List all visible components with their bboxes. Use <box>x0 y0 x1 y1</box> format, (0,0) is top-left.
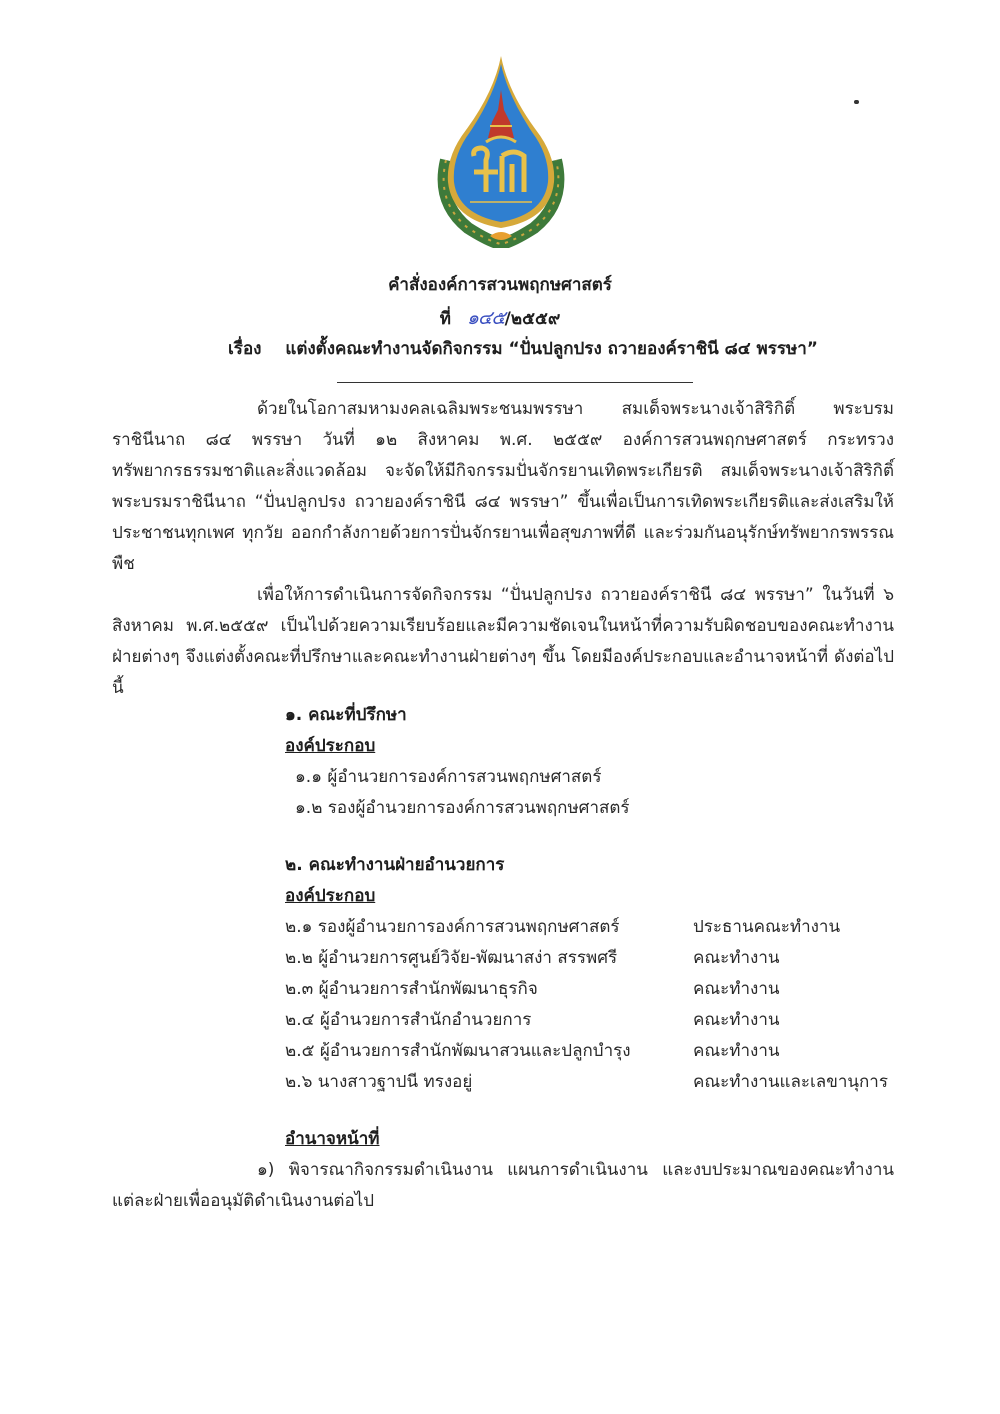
section-1-composition-label: องค์ประกอบ <box>285 736 376 756</box>
emblem-icon <box>428 52 574 248</box>
section-2-member-name: ๒.๒ ผู้อำนวยการศูนย์วิจัย-พัฒนาสง่า สรรพศรี <box>285 948 618 968</box>
section-2-member-name: ๒.๔ ผู้อำนวยการสำนักอำนวยการ <box>285 1010 532 1030</box>
section-1-heading: ๑. คณะที่ปรึกษา <box>285 705 407 725</box>
header-divider <box>337 382 693 383</box>
body-paragraph-1: ด้วยในโอกาสมหามงคลเฉลิมพระชนมพรรษา สมเด็จพระนางเจ้าสิริกิติ์ พระบรมราชินีนาถ ๘๔ พรรษา วันที่ ๑๒ สิงหาคม พ.ศ. ๒๕๕๙ องค์การสวนพฤกษศาสตร์ กระทรวงทรัพยากรธรรมชาติและสิ่งแวดล้อม จะจัดให้มีกิจกรรมปั่นจักรยานเทิดพระเกียรติ สมเด็จพระนางเจ้าสิริกิติ์ พระบรมราชินีนาถ “ปั่นปลูกปรง ถวายองค์ราชินี ๘๔ พรรษา” ขึ้นเพื่อเป็นการเทิดพระเกียรติและส่งเสริมให้ประชาชนทุกเพศ ทุกวัย ออกกำลังกายด้วยการปั่นจักรยานเพื่อสุขภาพที่ดี และร่วมกันอนุรักษ์ทรัพยากรพรรณพืช <box>112 399 894 574</box>
body-paragraph-2: เพื่อให้การดำเนินการจัดกิจกรรม “ปั่นปลูกปรง ถวายองค์ราชินี ๘๔ พรรษา” ในวันที่ ๖ สิงหาคม พ.ศ.๒๕๕๙ เป็นไปด้วยความเรียบร้อยและมีความชัดเจนในหน้าที่ความรับผิดชอบของคณะทำงานฝ่ายต่างๆ จึงแต่งตั้งคณะที่ปรึกษาและคณะทำงานฝ่ายต่างๆ ขึ้น โดยมีองค์ประกอบและอำนาจหน้าที่ ดังต่อไปนี้ <box>112 585 894 698</box>
subject-label: เรื่อง <box>228 339 262 359</box>
section-2-member-role: คณะทำงาน <box>693 948 780 968</box>
section-1-member: ๑.๒ รองผู้อำนวยการองค์การสวนพฤกษศาสตร์ <box>295 798 630 818</box>
subject-text: แต่งตั้งคณะทำงานจัดกิจกรรม “ปั่นปลูกปรง ถวายองค์ราชินี ๘๔ พรรษา” <box>285 339 818 359</box>
section-2-duties-label: อำนาจหน้าที่ <box>285 1129 380 1149</box>
order-number-prefix: ที่ <box>439 309 451 329</box>
section-1-member: ๑.๑ ผู้อำนวยการองค์การสวนพฤกษศาสตร์ <box>295 767 602 787</box>
order-number-suffix: /๒๕๕๙ <box>504 309 561 329</box>
order-number-handwritten: ๑๔๕ <box>466 307 505 329</box>
section-2-member-role: คณะทำงาน <box>693 979 780 999</box>
scan-speck <box>854 100 859 104</box>
section-2-duty: ๑) พิจารณากิจกรรมดำเนินงาน แผนการดำเนินงาน และงบประมาณของคณะทำงานแต่ละฝ่ายเพื่ออนุมัติดำเนินงานต่อไป <box>112 1160 894 1211</box>
organization-emblem-logo <box>428 52 574 248</box>
section-2-member-name: ๒.๖ นางสาวฐาปนี ทรงอยู่ <box>285 1072 473 1092</box>
order-title: คำสั่งองค์การสวนพฤกษศาสตร์ <box>388 275 612 295</box>
section-2-composition-label: องค์ประกอบ <box>285 886 376 906</box>
section-2-member-role: คณะทำงาน <box>693 1041 780 1061</box>
section-2-member-name: ๒.๑ รองผู้อำนวยการองค์การสวนพฤกษศาสตร์ <box>285 917 620 937</box>
order-number <box>0 303 1000 335</box>
section-2-member-role: คณะทำงานและเลขานุการ <box>693 1072 888 1092</box>
section-2-member-name: ๒.๓ ผู้อำนวยการสำนักพัฒนาธุรกิจ <box>285 979 538 999</box>
section-2-heading: ๒. คณะทำงานฝ่ายอำนวยการ <box>285 855 505 875</box>
section-2-member-role: คณะทำงาน <box>693 1010 780 1030</box>
section-2-member-name: ๒.๕ ผู้อำนวยการสำนักพัฒนาสวนและปลูกบำรุง <box>285 1041 631 1061</box>
order-subject <box>228 334 818 365</box>
section-2-member-role: ประธานคณะทำงาน <box>693 917 841 937</box>
